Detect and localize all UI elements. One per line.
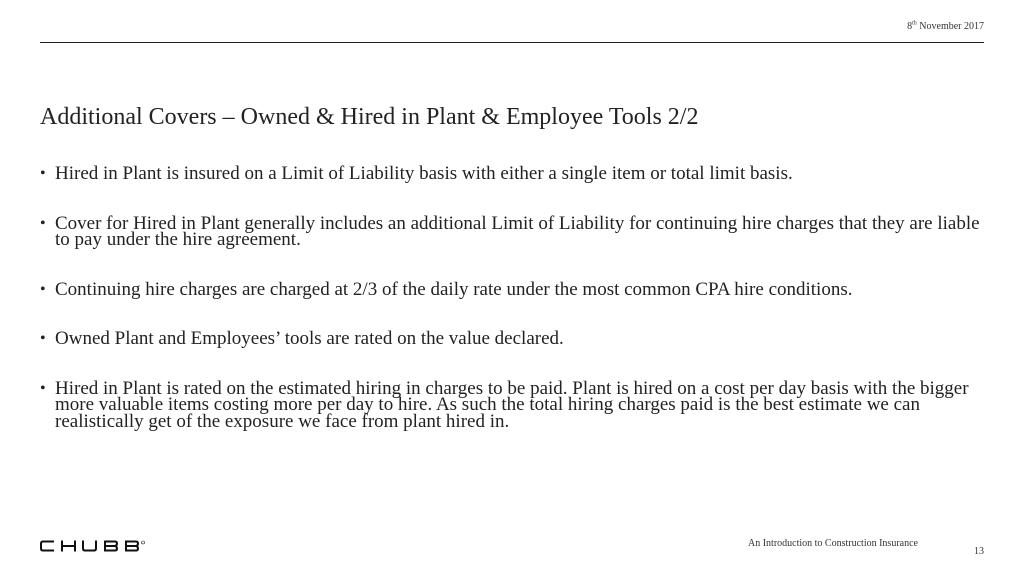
bullet-item — [40, 212, 990, 250]
bullet-text: Hired in Plant is insured on a Limit of Liability basis with either a single item or total limit basis. — [55, 163, 793, 184]
bullet-icon: • — [40, 214, 46, 232]
bullet-item — [40, 163, 990, 184]
bullet-item — [40, 278, 990, 300]
bullet-icon: • — [40, 379, 46, 397]
presentation-title: An Introduction to Construction Insurance — [748, 538, 918, 549]
date-suffix: th — [912, 20, 917, 27]
date-day: 8 — [907, 21, 913, 32]
page-number: 13 — [974, 546, 984, 557]
chubb-logo-icon — [40, 540, 146, 552]
date-month-year: November 2017 — [916, 21, 984, 32]
header-divider — [40, 42, 984, 43]
bullet-icon: • — [40, 280, 46, 298]
bullet-text: Continuing hire charges are charged at 2/3 of the daily rate under the most common CPA hire conditions. — [55, 278, 853, 300]
slide-date — [907, 21, 984, 32]
bullet-text: Cover for Hired in Plant generally includes an additional Limit of Liability for continuing hire charges that they are liable to pay under the hire agreement. — [55, 212, 980, 250]
bullet-icon: • — [40, 330, 46, 347]
bullet-list — [40, 163, 990, 463]
bullet-text: Owned Plant and Employees’ tools are rated on the value declared. — [55, 328, 564, 349]
bullet-item — [40, 377, 990, 432]
bullet-icon: • — [40, 165, 46, 182]
slide-title: Additional Covers – Owned & Hired in Plant & Employee Tools 2/2 — [40, 104, 699, 130]
bullet-text: Hired in Plant is rated on the estimated hiring in charges to be paid. Plant is hired on a cost per day basis with the bigger more valuable items costing more per day to hire. As such the total hiring charges paid is the best estimate we can realistically get of the exposure we face from plant hired in. — [55, 377, 969, 432]
bullet-item — [40, 328, 990, 349]
